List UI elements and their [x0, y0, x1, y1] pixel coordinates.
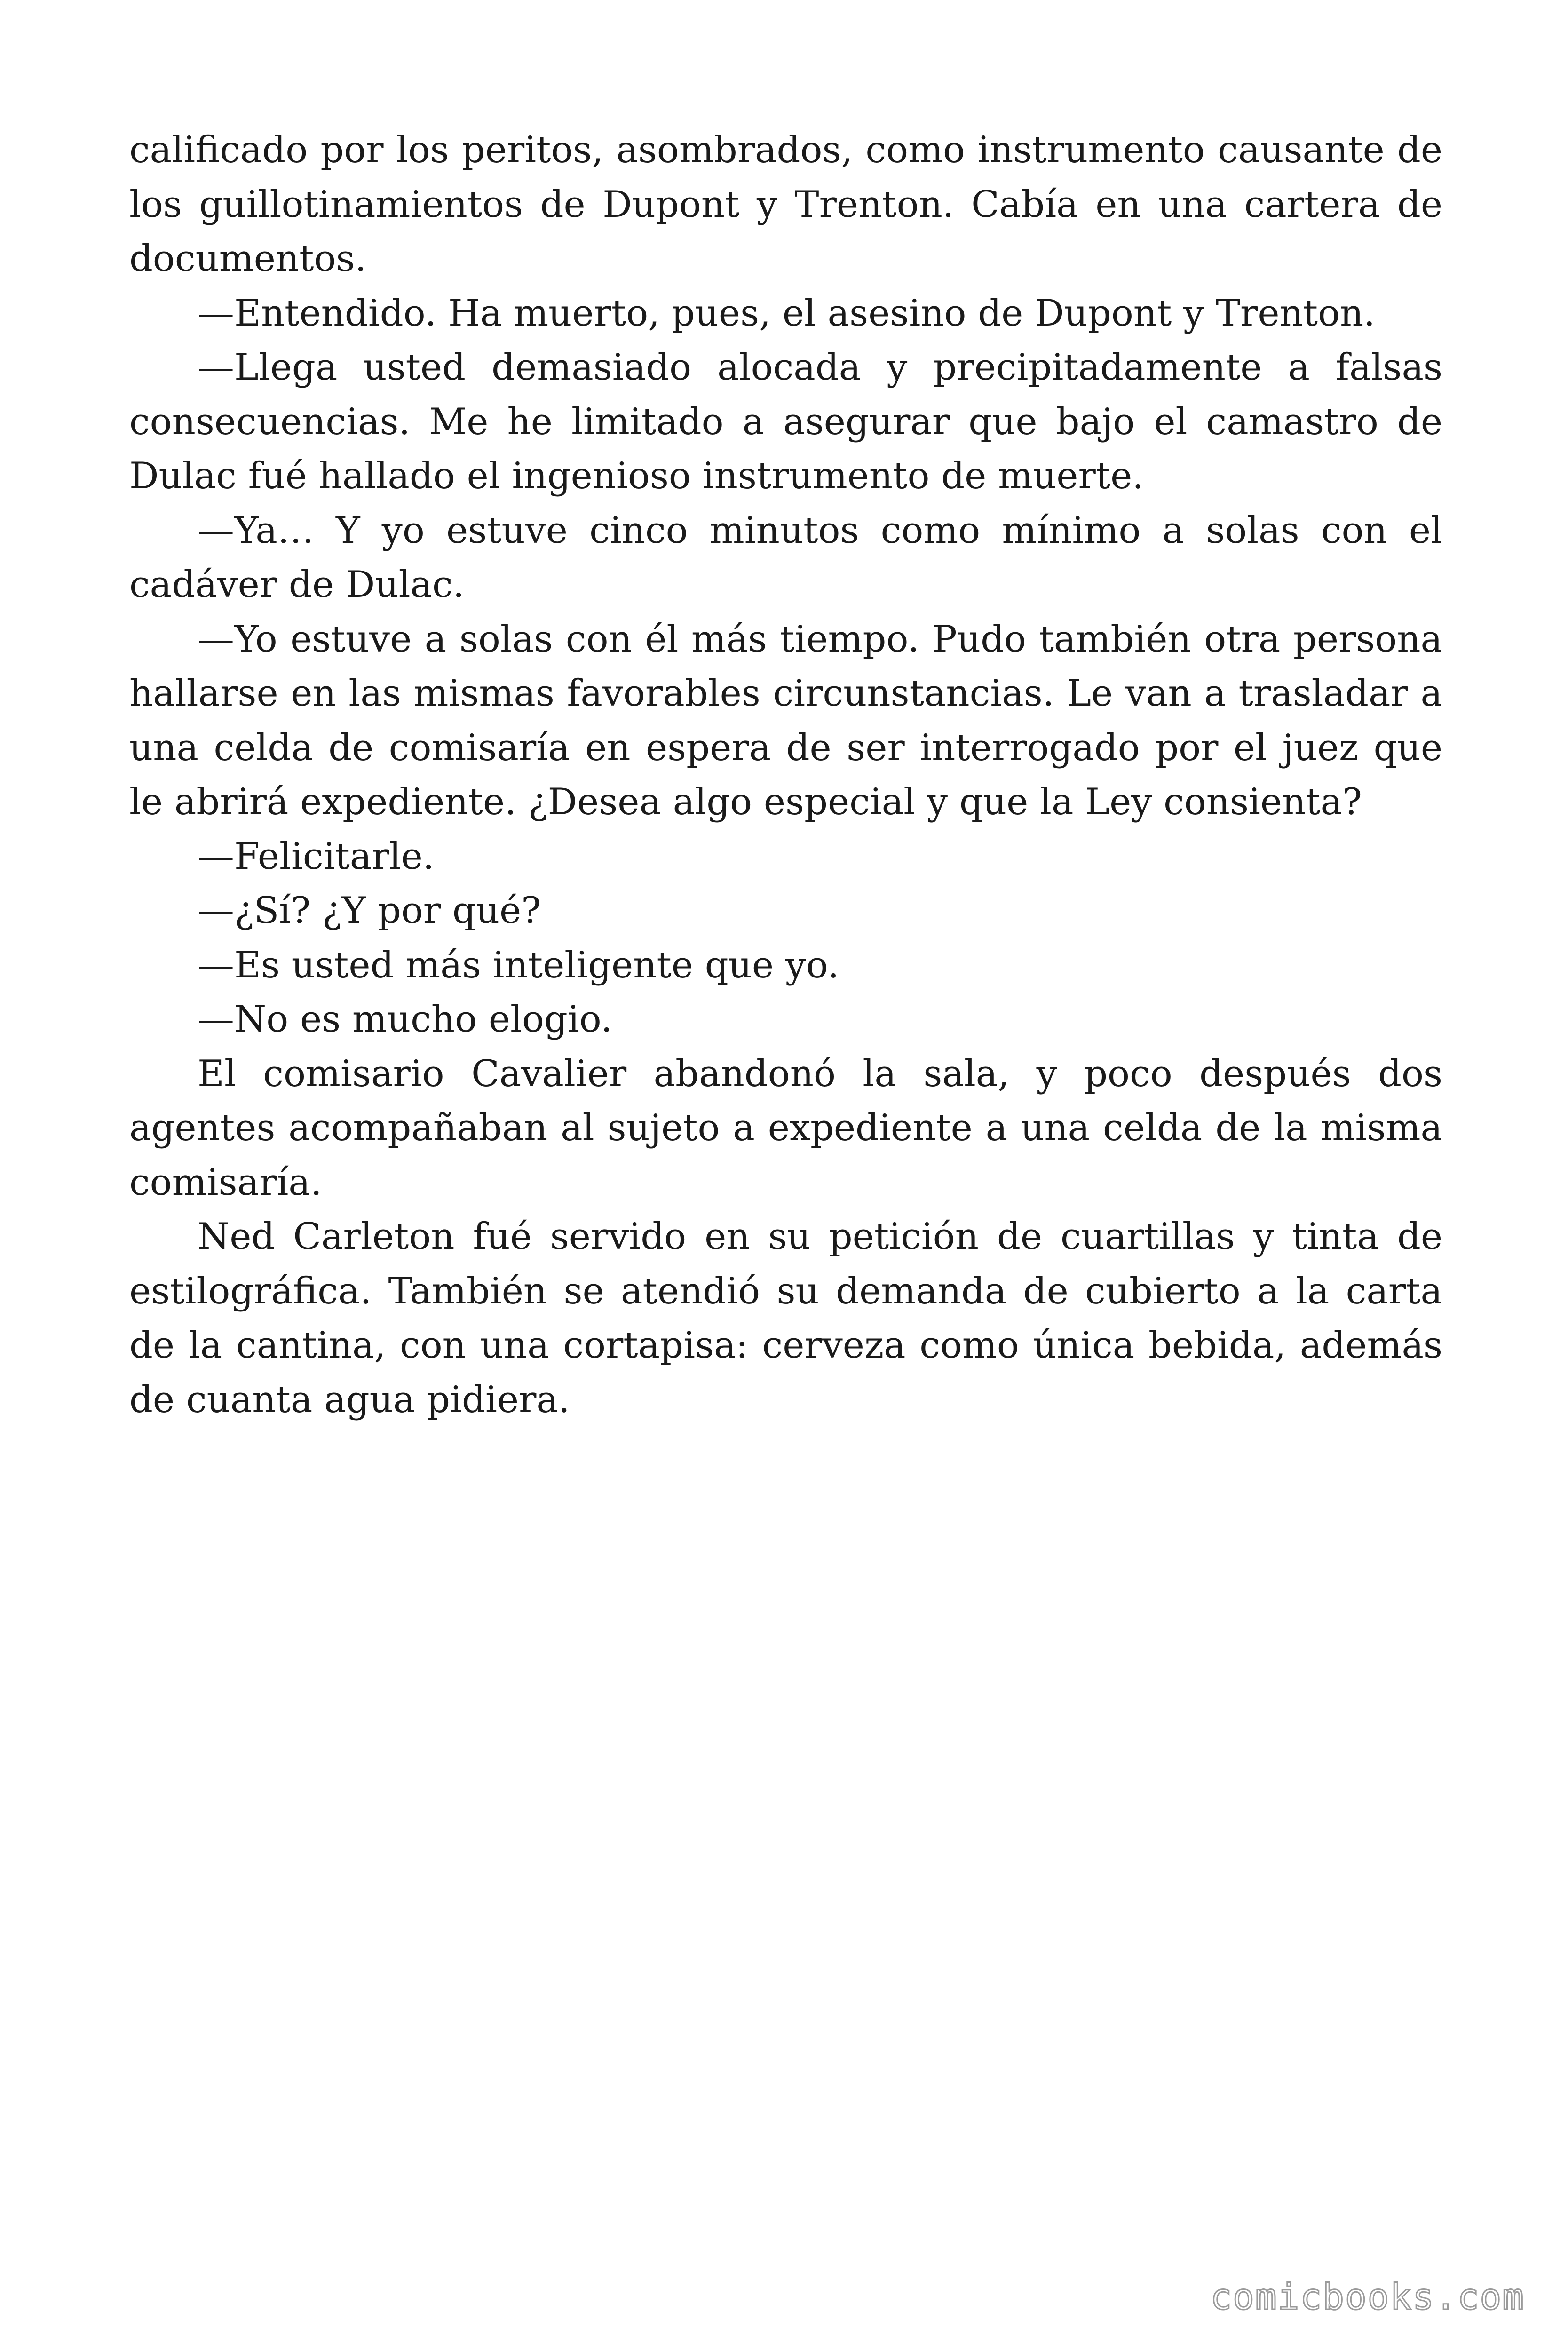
- paragraph: —¿Sí? ¿Y por qué?: [198, 890, 541, 932]
- paragraph: —Es usted más inteligente que yo.: [198, 944, 839, 986]
- paragraph: —No es mucho elogio.: [198, 998, 613, 1041]
- watermark: comicbooks.com: [1210, 2276, 1525, 2318]
- paragraph: —Llega usted demasiado alocada y precipitadamente a falsas consecuencias. Me he limitado a asegurar que bajo el camastro de Dulac fué hallado el ingenioso instrumento de muerte.: [129, 346, 1442, 497]
- paragraph: —Yo estuve a solas con él más tiempo. Pudo también otra persona hallarse en las mismas favorables circunstancias. Le van a trasladar a una celda de comisaría en espera de ser interrogado por el juez que le abrirá expediente. ¿Desea algo especial y que la Ley consienta?: [129, 618, 1442, 823]
- paragraph: Ned Carleton fué servido en su petición de cuartillas y tinta de estilográfica. También se atendió su demanda de cubierto a la carta de la cantina, con una cortapisa: cerveza como única bebida, además de cuanta agua pidiera.: [129, 1216, 1442, 1421]
- paragraph: El comisario Cavalier abandonó la sala, y poco después dos agentes acompañaban al sujeto a expediente a una celda de la misma comisaría.: [129, 1052, 1442, 1204]
- paragraph: —Entendido. Ha muerto, pues, el asesino de Dupont y Trenton.: [198, 292, 1376, 334]
- paragraph: —Ya… Y yo estuve cinco minutos como mínimo a solas con el cadáver de Dulac.: [129, 509, 1442, 606]
- body-text: [129, 123, 1442, 1427]
- paragraph: —Felicitarle.: [198, 835, 435, 878]
- paragraph: calificado por los peritos, asombrados, como instrumento causante de los guillotinamientos de Dupont y Trenton. Cabía en una cartera de documentos.: [129, 129, 1442, 280]
